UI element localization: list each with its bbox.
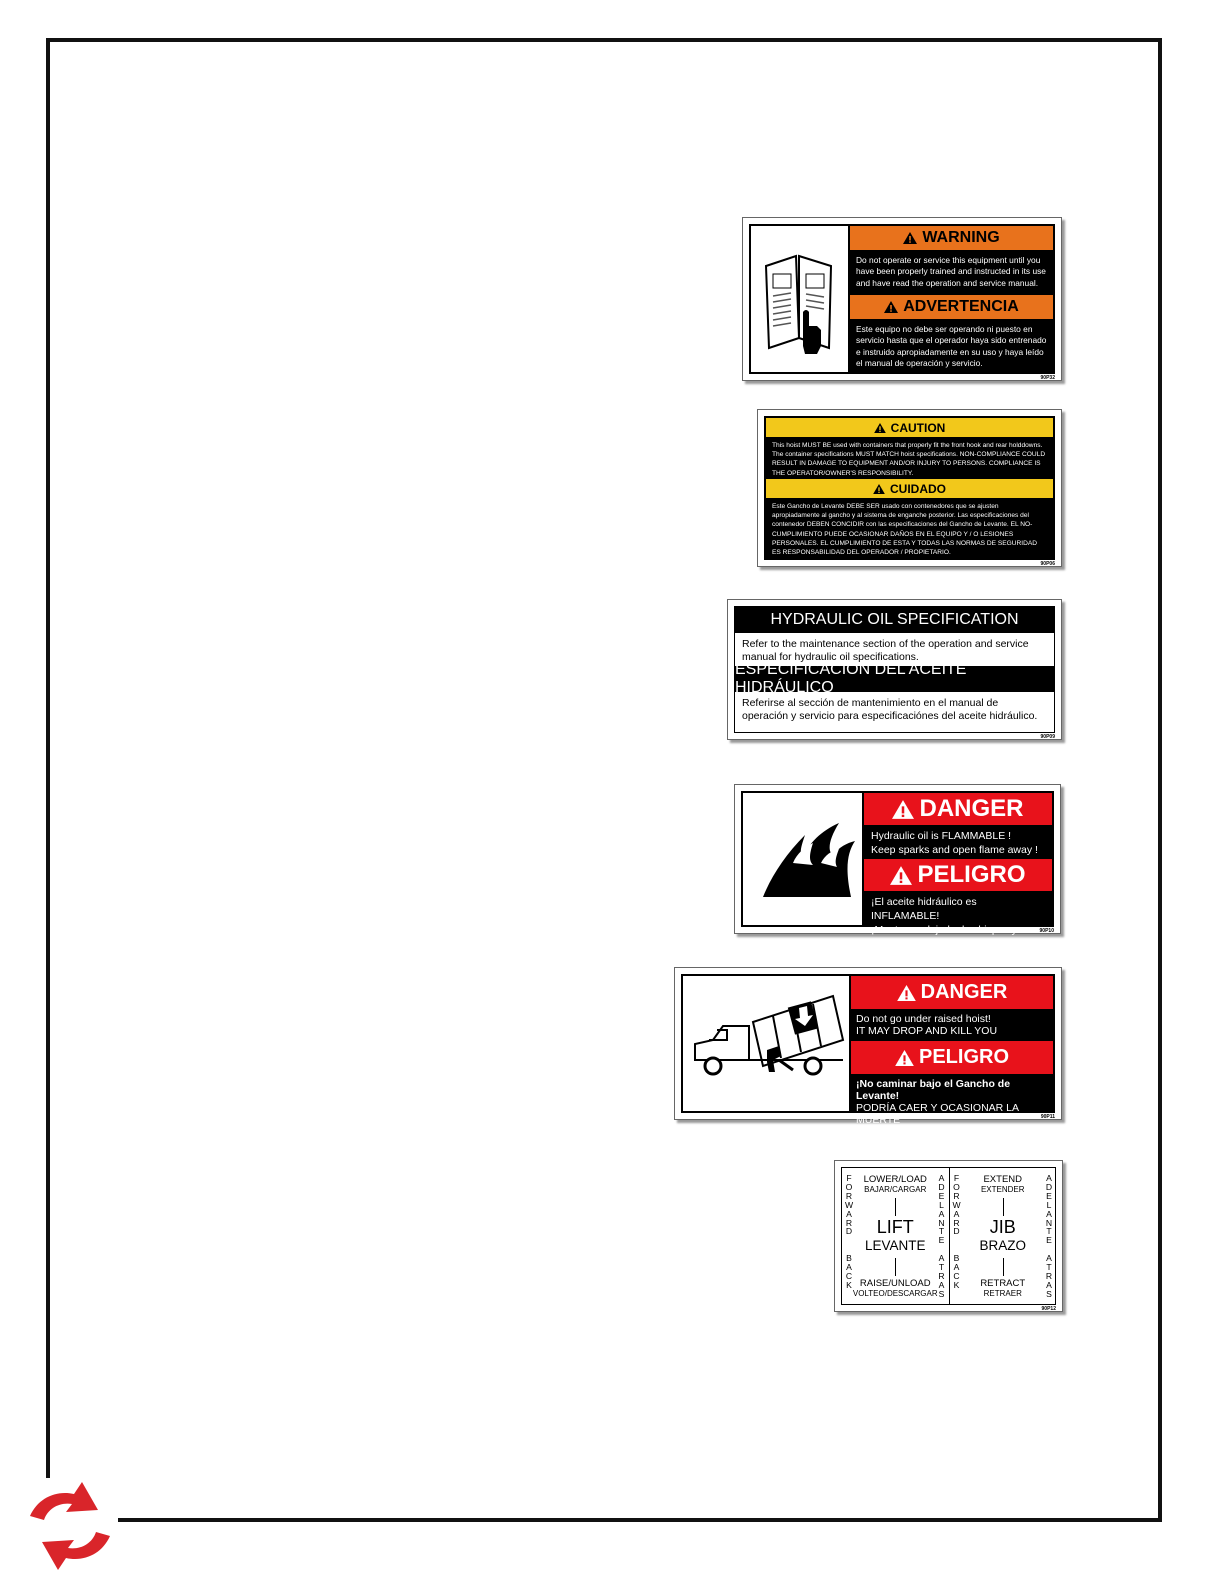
- bajar-cargar-label: BAJAR/CARGAR: [864, 1185, 927, 1194]
- caution-header: CAUTION: [890, 420, 946, 435]
- peligro-line-1: ¡El aceite hidráulico es INFLAMABLE!: [871, 896, 977, 922]
- retract-label: RETRACT: [980, 1278, 1026, 1289]
- decal-code: 90P12: [1041, 1306, 1056, 1312]
- raise-unload-label: RAISE/UNLOAD: [859, 1278, 931, 1289]
- atras-label: ATRAS: [1045, 1253, 1053, 1299]
- advertencia-text: Este equipo no debe ser operando ni puesto en servicio hasta que el operador haya sido entrenado e instruido apropiadamente en su uso y haya leído el manual de operación y servicio.: [856, 324, 1047, 369]
- down-arrow-icon: [1003, 1258, 1004, 1276]
- levante-title: LEVANTE: [864, 1238, 926, 1253]
- adelante-label: ADELANTE: [938, 1173, 945, 1246]
- forward-label: FORWARD: [844, 1173, 854, 1237]
- lower-load-label: LOWER/LOAD: [863, 1174, 927, 1185]
- peligro-line-2: ¡Mantener alejado de chispas y fuego!: [871, 924, 1017, 950]
- danger-header: DANGER: [919, 795, 1024, 822]
- control-lever-decal: [834, 1160, 1063, 1312]
- back-label: BACK: [953, 1253, 960, 1290]
- atras-label: ATRAS: [938, 1253, 945, 1299]
- jib-title: JIB: [989, 1217, 1016, 1237]
- oil-header-es: ESPECIFICACIÓN DEL ACEITE HIDRÁULICO: [735, 666, 1054, 692]
- oil-text-es: Referirse al sección de mantenimiento en el manual de operación y servicio para especificaciónes del aceite hidráulico.: [742, 697, 1038, 722]
- decal-code: 90P10: [1039, 928, 1054, 934]
- up-arrow-icon: [895, 1198, 896, 1216]
- warning-header: WARNING: [922, 229, 1000, 246]
- lift-control-panel: [842, 1168, 949, 1304]
- decal-code: 90P11: [1040, 1114, 1055, 1120]
- back-label: BACK: [845, 1253, 853, 1290]
- down-arrow-icon: [895, 1258, 896, 1276]
- oil-text: Refer to the maintenance section of the operation and service manual for hydraulic oil specifications.: [742, 638, 1029, 663]
- advertencia-header: ADVERTENCIA: [903, 298, 1019, 315]
- peligro-line-1: ¡No caminar bajo el Gancho de Levante!: [856, 1078, 1011, 1102]
- extender-label: EXTENDER: [980, 1185, 1025, 1194]
- jib-control-panel: [949, 1168, 1057, 1304]
- warning-decal: [742, 217, 1062, 381]
- cuidado-text: Este Gancho de Levante DEBE SER usado con contenedores que se ajusten apropiadamente al gancho y al sistema de enganche posterior. Las especificaciones del contenedor DEBEN CONCIDIR con las especificaciones del Gancho de Levante. EL NO-CUMPLIMIENTO PUEDE OCASIONAR DAÑOS EN EL EQUIPO Y / O LESIONES PERSONALES. EL CUMPLIMIENTO DE ESTA Y TODAS LAS NORMAS DE SEGURIDAD ES RESPONSABILIDAD DEL OPERADOR / PROPIETARIO.: [772, 503, 1038, 557]
- danger-header: DANGER: [920, 981, 1008, 1003]
- volteo-descargar-label: VOLTEO/DESCARGAR: [852, 1289, 938, 1298]
- company-logo-icon: [22, 1478, 118, 1574]
- oil-header: HYDRAULIC OIL SPECIFICATION: [735, 607, 1054, 633]
- flame-icon: [743, 793, 862, 925]
- forward-label: FORWARD: [952, 1173, 961, 1237]
- danger-line-1: Do not go under raised hoist!: [856, 1013, 991, 1025]
- brazo-title: BRAZO: [979, 1238, 1026, 1253]
- adelante-label: ADELANTE: [1045, 1173, 1053, 1246]
- lift-title: LIFT: [876, 1217, 914, 1237]
- hoist-danger-decal: [674, 967, 1062, 1126]
- caution-decal: [757, 409, 1062, 567]
- retraer-label: RETRAER: [983, 1289, 1022, 1298]
- danger-line-2: IT MAY DROP AND KILL YOU: [856, 1025, 998, 1037]
- caution-text: This hoist MUST BE used with containers that properly fit the front hook and rear holddowns. The container specifications MUST MATCH hoist specifications. NON-COMPLIANCE COULD RESULT IN DAMAGE TO EQUIPMENT AND/OR INJURY TO PERSONS. COMPLIANCE IS THE OPERATOR/OWNER'S RESPONSIBILITY.: [772, 442, 1046, 477]
- danger-line-1: Hydraulic oil is FLAMMABLE !: [871, 830, 1012, 842]
- decal-code: 90P09: [1040, 734, 1055, 740]
- warning-text: Do not operate or service this equipment until you have been properly trained and instructed in its use and have read the operation and service manual.: [856, 255, 1046, 288]
- peligro-line-2: PODRÍA CAER Y OCASIONAR LA MUERTE: [856, 1102, 1019, 1126]
- decal-code: 90P32: [1040, 375, 1055, 381]
- danger-line-2: Keep sparks and open flame away !: [871, 844, 1038, 856]
- up-arrow-icon: [1003, 1198, 1004, 1216]
- peligro-header: PELIGRO: [917, 861, 1026, 888]
- decal-code: 90P06: [1040, 561, 1055, 567]
- manual-hand-icon: [751, 226, 848, 372]
- extend-label: EXTEND: [983, 1174, 1023, 1185]
- hydraulic-oil-decal: [727, 599, 1062, 740]
- peligro-header: PELIGRO: [918, 1046, 1009, 1068]
- cuidado-header: CUIDADO: [890, 481, 946, 496]
- flammable-danger-decal: [734, 784, 1061, 950]
- truck-hoist-icon: [683, 976, 849, 1111]
